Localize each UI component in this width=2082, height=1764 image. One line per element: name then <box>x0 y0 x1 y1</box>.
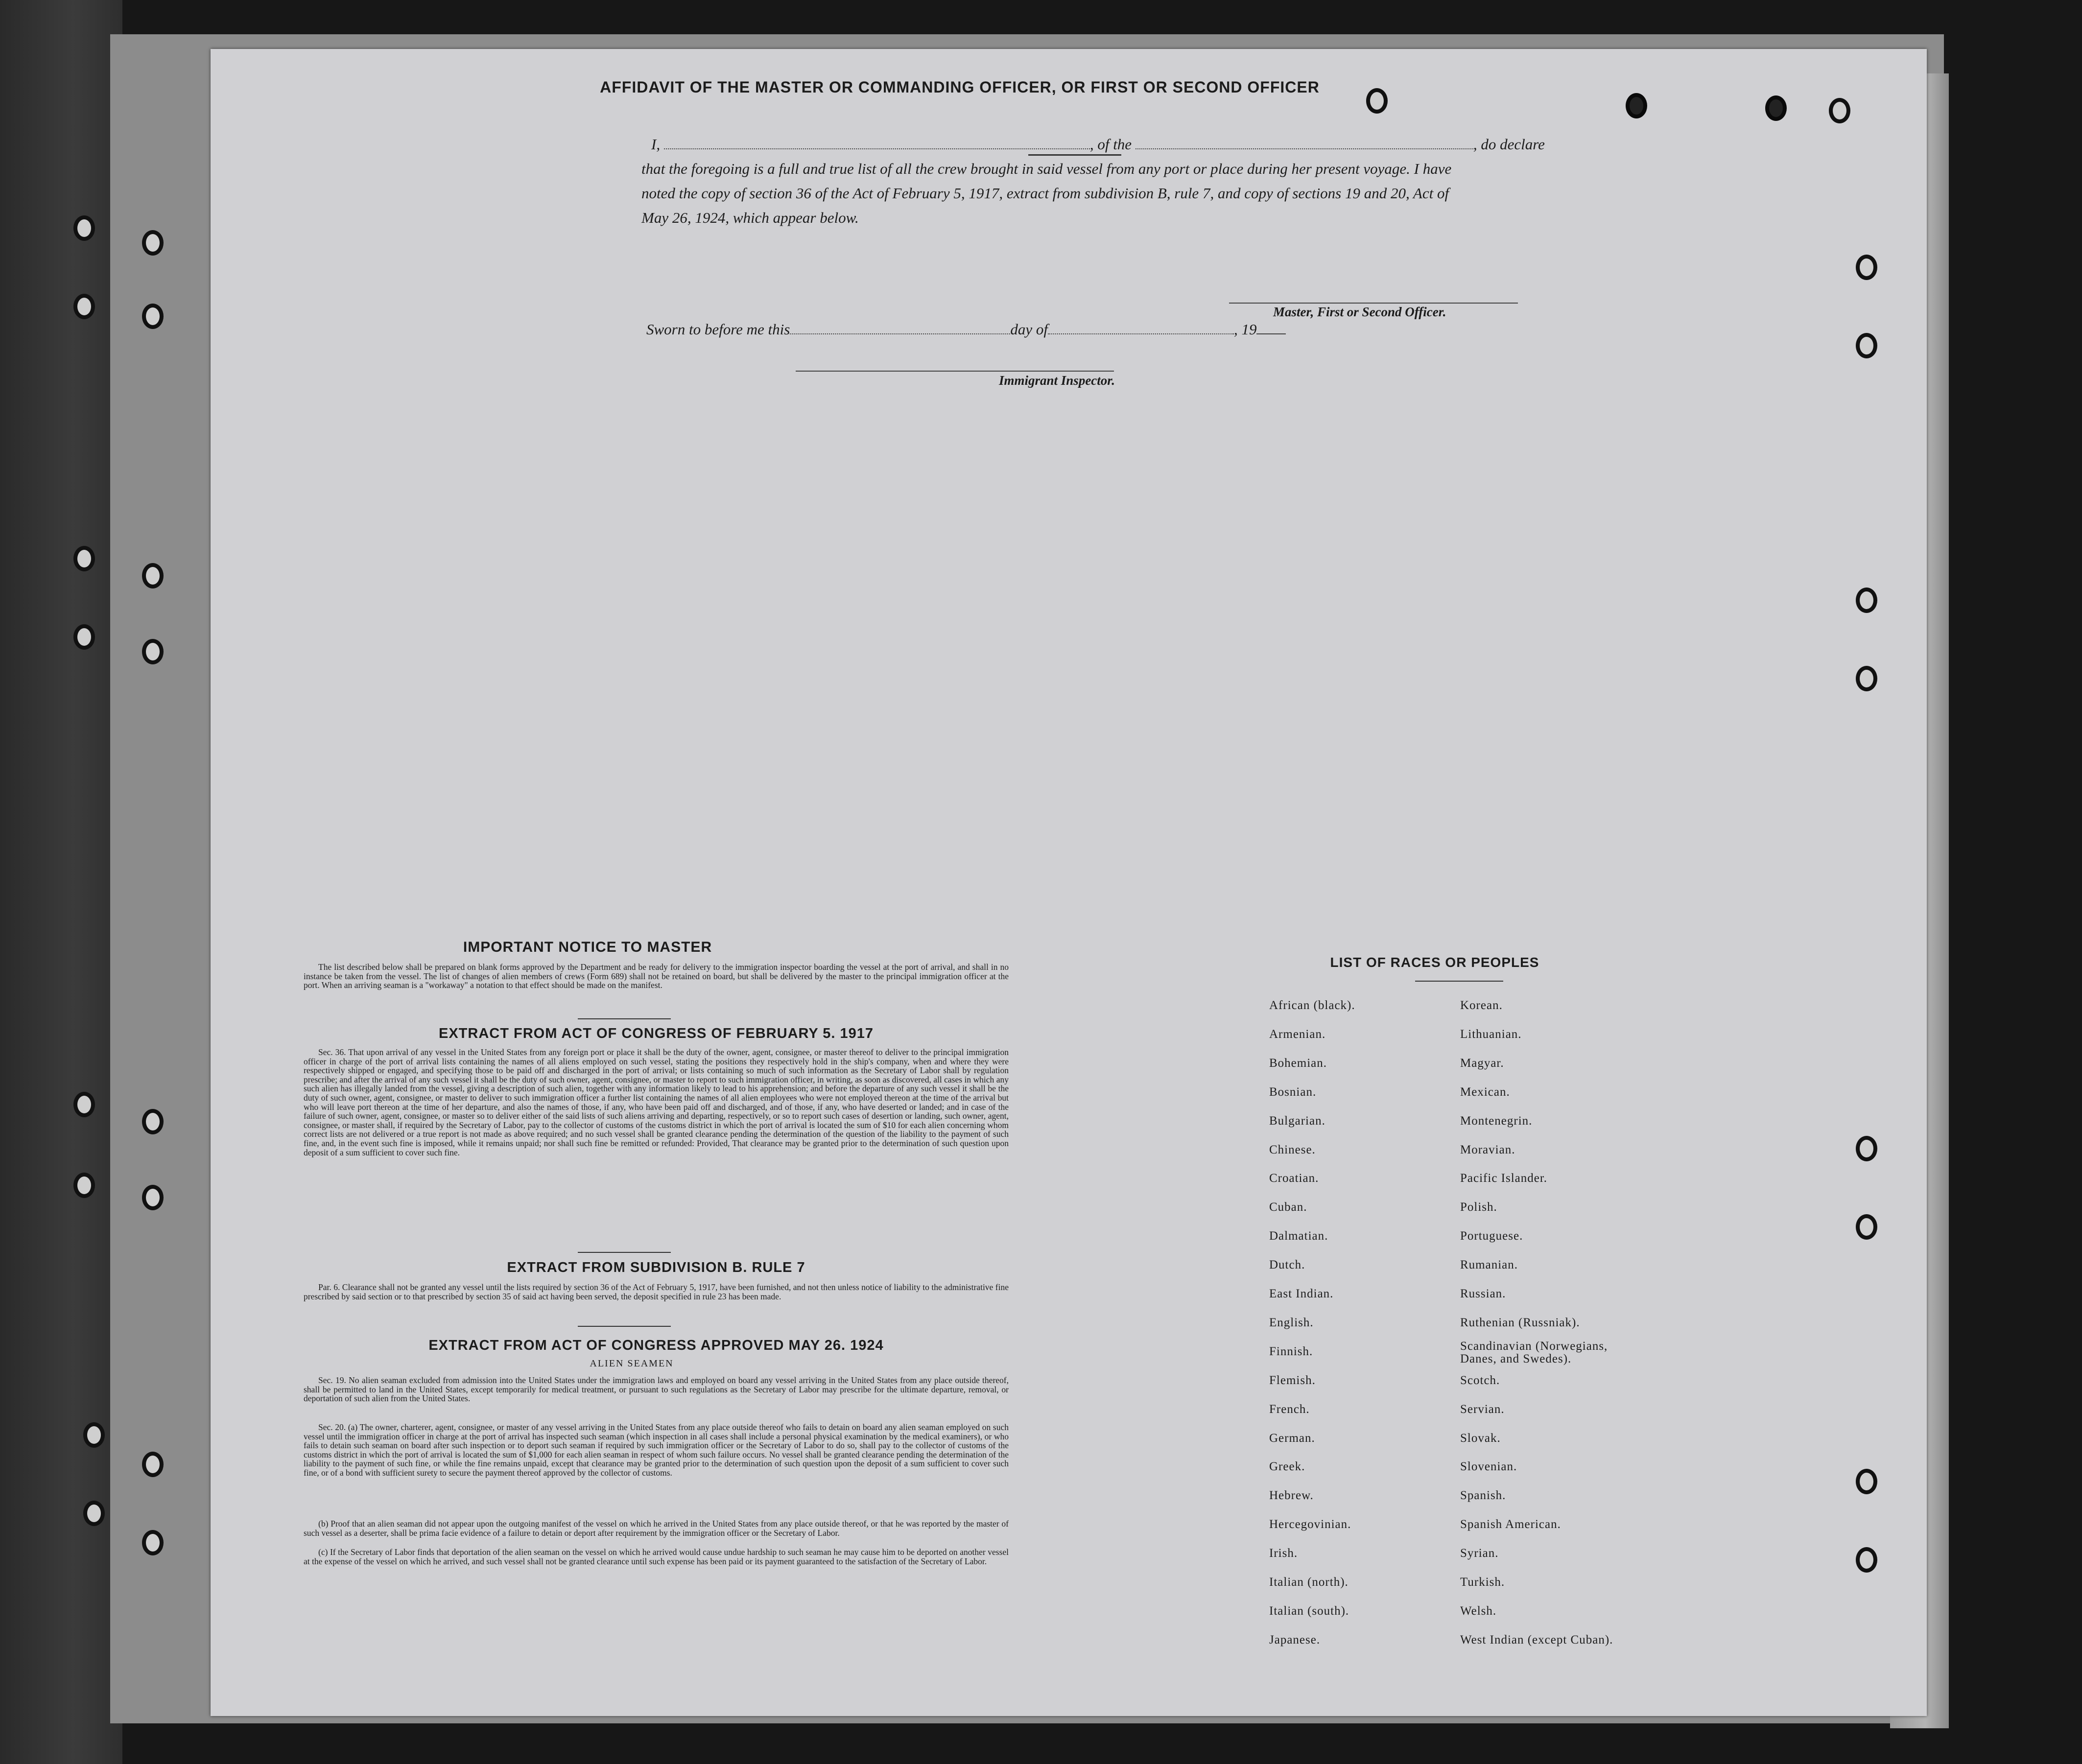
punch-hole <box>142 1530 164 1555</box>
race-item: Dalmatian. <box>1269 1229 1328 1243</box>
punch-hole <box>1856 1547 1877 1573</box>
year-prefix: , 19 <box>1233 321 1257 338</box>
punch-hole <box>142 230 164 256</box>
punch-hole <box>1856 1136 1877 1161</box>
punch-hole <box>1856 333 1877 358</box>
race-item: Portuguese. <box>1460 1229 1523 1243</box>
punch-hole <box>1856 588 1877 613</box>
punch-hole <box>142 563 164 588</box>
race-item: Slovenian. <box>1460 1460 1517 1474</box>
race-item: Turkish. <box>1460 1576 1505 1589</box>
punch-hole <box>73 294 95 319</box>
section-rule <box>578 1326 671 1327</box>
sec20b-text: (b) Proof that an alien seaman did not appear upon the outgoing manifest of the vessel on which he arrived in the United States from any place outside thereof, or that he was reported by the master of such vessel as a deserter, shall be prima facie evidence of a failure to detain or deport after requirement by the immigration officer or the Secretary of Labor. <box>304 1519 1009 1538</box>
declaration-line <box>641 132 1547 157</box>
race-item: Japanese. <box>1269 1633 1321 1646</box>
race-item: German. <box>1269 1431 1315 1445</box>
race-item: Rumanian. <box>1460 1258 1518 1272</box>
master-signature-line[interactable] <box>1229 303 1518 304</box>
alien-seamen-subtitle: ALIEN SEAMEN <box>590 1358 674 1369</box>
day-of-text: day of <box>1010 321 1048 338</box>
race-item: Pacific Islander. <box>1460 1172 1548 1185</box>
extract-rule7-text: Par. 6. Clearance shall not be granted any vessel until the lists required by section 36 of the Act of February 5, 1917, have been furnished, and not then unless notice of liability to the administrative fine prescribed by said section or to that prescribed by section 35 of said act having been served, the deposit specified in rule 23 has been made. <box>304 1282 1009 1301</box>
punch-hole <box>83 1501 105 1526</box>
race-item: Cuban. <box>1269 1200 1307 1214</box>
race-item: Syrian. <box>1460 1547 1499 1560</box>
declare-text: , do declare <box>1473 136 1545 153</box>
declarant-name-field[interactable] <box>664 136 1090 149</box>
punch-hole <box>142 304 164 329</box>
affidavit-title: AFFIDAVIT OF THE MASTER OR COMMANDING OFFICER, OR FIRST OR SECOND OFFICER <box>600 78 1320 96</box>
sec19-text: Sec. 19. No alien seaman excluded from admission into the United States under the immigration laws and employed on board any vessel arriving in the United States from any place outside thereof, shall be permitted to land in the United States, except temporarily for medical treatment, or pursuant to such regulations as the Secretary of Labor may prescribe for the ultimate departure, removal, or deportation of such alien from the United States. <box>304 1375 1009 1404</box>
race-item: Hercegovinian. <box>1269 1518 1351 1531</box>
race-item: Slovak. <box>1460 1431 1501 1445</box>
race-item: Irish. <box>1269 1547 1298 1560</box>
of-the-text: , of the <box>1089 136 1132 153</box>
punch-hole <box>1856 666 1877 691</box>
race-item: Dutch. <box>1269 1258 1305 1272</box>
sworn-month-field[interactable] <box>1048 321 1234 334</box>
punch-hole <box>1856 255 1877 280</box>
punch-hole <box>1829 98 1850 123</box>
race-item: Montenegrin. <box>1460 1114 1533 1128</box>
race-item: Croatian. <box>1269 1172 1319 1185</box>
sworn-day-field[interactable] <box>790 321 1010 334</box>
race-item: Ruthenian (Russniak). <box>1460 1316 1580 1329</box>
punch-hole <box>142 1109 164 1134</box>
race-item: French. <box>1269 1402 1310 1416</box>
race-item: Bohemian. <box>1269 1056 1327 1070</box>
race-item: Scotch. <box>1460 1373 1500 1387</box>
race-item: Magyar. <box>1460 1056 1504 1070</box>
punch-hole <box>142 1452 164 1477</box>
race-item: African (black). <box>1269 999 1355 1012</box>
sec20c-text: (c) If the Secretary of Labor finds that deportation of the alien seaman on the vessel on which he arrived would cause undue hardship to such seaman he may cause him to be deported on another vessel at the expense of the vessel on which he arrived, and such vessel shall not be granted clearance until such expense has been paid or its payment guaranteed to the satisfaction of the Secretary of Labor. <box>304 1547 1009 1566</box>
punch-hole <box>1856 1214 1877 1240</box>
extract-1917-title: EXTRACT FROM ACT OF CONGRESS OF FEBRUARY 5. 1917 <box>438 1026 874 1041</box>
affidavit-text <box>641 132 1547 230</box>
race-item: Spanish American. <box>1460 1518 1561 1531</box>
declarant-prefix: I, <box>651 136 661 153</box>
race-item: Flemish. <box>1269 1373 1316 1387</box>
race-item: English. <box>1269 1316 1314 1329</box>
race-item: Hebrew. <box>1269 1489 1314 1503</box>
punch-hole <box>1765 95 1787 121</box>
sworn-prefix: Sworn to before me this <box>646 321 790 338</box>
race-item: Italian (south). <box>1269 1604 1349 1618</box>
race-item: East Indian. <box>1269 1287 1334 1300</box>
inspector-signature-label: Immigrant Inspector. <box>999 373 1115 388</box>
race-item: Servian. <box>1460 1402 1505 1416</box>
race-item: Bosnian. <box>1269 1085 1317 1099</box>
punch-hole <box>73 1173 95 1198</box>
inspector-signature-line[interactable] <box>796 371 1114 372</box>
punch-hole <box>73 215 95 241</box>
sworn-year-field[interactable] <box>1256 321 1286 334</box>
punch-hole <box>1856 1469 1877 1494</box>
punch-hole <box>73 546 95 571</box>
extract-rule7-title: EXTRACT FROM SUBDIVISION B. RULE 7 <box>507 1260 805 1275</box>
vessel-name-field[interactable] <box>1136 136 1473 149</box>
race-item: Welsh. <box>1460 1604 1497 1618</box>
affidavit-line-3: noted the copy of section 36 of the Act of February 5, 1917, extract from subdivision B, rule 7, and copy of sections 19 and 20, Act of <box>641 185 1449 202</box>
race-item: Scandinavian (Norwegians, Danes, and Swedes). <box>1460 1339 1608 1365</box>
race-item: Russian. <box>1460 1287 1506 1300</box>
extract-1924-title: EXTRACT FROM ACT OF CONGRESS APPROVED MAY 26. 1924 <box>428 1338 884 1353</box>
race-item: Italian (north). <box>1269 1576 1349 1589</box>
punch-hole <box>142 639 164 664</box>
race-item: Bulgarian. <box>1269 1114 1325 1128</box>
race-item: Moravian. <box>1460 1143 1515 1156</box>
punch-hole <box>73 1092 95 1117</box>
race-item: Polish. <box>1460 1200 1497 1214</box>
punch-hole <box>1626 93 1647 118</box>
race-item: Mexican. <box>1460 1085 1510 1099</box>
sworn-line <box>646 321 1286 338</box>
punch-hole <box>142 1185 164 1210</box>
race-item: Lithuanian. <box>1460 1027 1522 1041</box>
race-item: Chinese. <box>1269 1143 1316 1156</box>
sec20a-text: Sec. 20. (a) The owner, charterer, agent, consignee, or master of any vessel arriving in the United States from any place outside thereof who fails to detain on board any alien seaman employed on such vessel until the immigration officer in charge at the port of arrival has inspected such seaman (which inspection in all cases shall include a personal physical examination by the medical examiners), or who fails to detain such seaman on board after such inspection or to deport such seaman if required by such immigration officer or the Secretary of Labor to do so, shall pay to the collector of customs of the customs district in which the port of arrival is located the sum of $1,000 for each alien seaman in respect of whom such failure occurs. No vessel shall be granted clearance pending the determination of the liability to the payment of such fine, or while the fine remains unpaid, except that clearance may be granted prior to the determination of such question upon the deposit of a sum sufficient to cover such fine, or of a bond with sufficient surety to secure the payment thereof approved by the collector of customs. <box>304 1422 1009 1478</box>
punch-hole <box>73 624 95 650</box>
races-title-rule <box>1415 981 1503 982</box>
races-title: LIST OF RACES OR PEOPLES <box>1330 955 1539 970</box>
race-item: Greek. <box>1269 1460 1305 1474</box>
race-item: Finnish. <box>1269 1344 1313 1358</box>
notice-text: The list described below shall be prepared on blank forms approved by the Department and be ready for delivery to the immigration inspector boarding the vessel at the port of arrival, and shall in no instance be taken from the vessel. The list of changes of alien members of crews (Form 689) shall not be retained on board, but shall be delivered by the master to the principal immigration officer at the port. When an arriving seaman is a "workaway" a notation to that effect should be made on the manifest. <box>304 962 1009 990</box>
binder-edge <box>0 0 122 1764</box>
race-item: Spanish. <box>1460 1489 1506 1503</box>
race-item: Korean. <box>1460 999 1503 1012</box>
race-item: Armenian. <box>1269 1027 1326 1041</box>
race-item: West Indian (except Cuban). <box>1460 1633 1613 1646</box>
affidavit-line-2: that the foregoing is a full and true list of all the crew brought in said vessel from any port or place during her present voyage. I have <box>641 160 1452 177</box>
section-rule <box>578 1018 671 1019</box>
punch-hole <box>83 1422 105 1448</box>
section-rule <box>578 1252 671 1253</box>
notice-title: IMPORTANT NOTICE TO MASTER <box>463 939 712 955</box>
master-signature-label: Master, First or Second Officer. <box>1273 305 1446 319</box>
affidavit-line-4: May 26, 1924, which appear below. <box>641 209 859 226</box>
extract-1917-text: Sec. 36. That upon arrival of any vessel in the United States from any foreign port or place it shall be the duty of the owner, agent, consignee, or master thereof to deliver to the principal immigration officer in charge of the port of arrival lists containing the names of all aliens employed on such vessel, stating the positions they respectively hold in the ship's company, when and where they were respectively shipped or engaged, and specifying those to be paid off and discharged in the port of arrival; or lists containing so much of such information as the Secretary of Labor shall by regulation prescribe; and after the arrival of any such vessel it shall be the duty of such owner, agent, consignee, or master to report to such immigration officer, in writing, as soon as discovered, all cases in which any such alien has illegally landed from the vessel, giving a description of such alien, together with any information likely to lead to his apprehension; and before the departure of any such vessel it shall be the duty of such owner, agent, consignee, or master to deliver to such immigration officer a further list containing the names of all alien employees who were not employed thereon at the time of the arrival but who will leave port thereon at the time of her departure, and also the names of those, if any, who have been paid off and discharged, and of those, if any, who have deserted or landed; and in case of the failure of such owner, agent, consignee, or master so to deliver either of the said lists of such aliens arriving and departing, respectively, or so to report such cases of desertion or landing, such owner, agent, consignee, or master shall, if required by the Secretary of Labor, pay to the collector of customs of the customs district in which the port of arrival is located the sum of $10 for each alien concerning whom correct lists are not delivered or a true report is not made as above required; and no such vessel shall be granted clearance pending the determination of the question of the liability to the payment of such fine, and, in the event such fine is imposed, while it remains unpaid; nor shall such fine be remitted or refunded: Provided, That clearance may be granted prior to the determination of such question upon deposit of a sum sufficient to cover such fine. <box>304 1047 1009 1157</box>
